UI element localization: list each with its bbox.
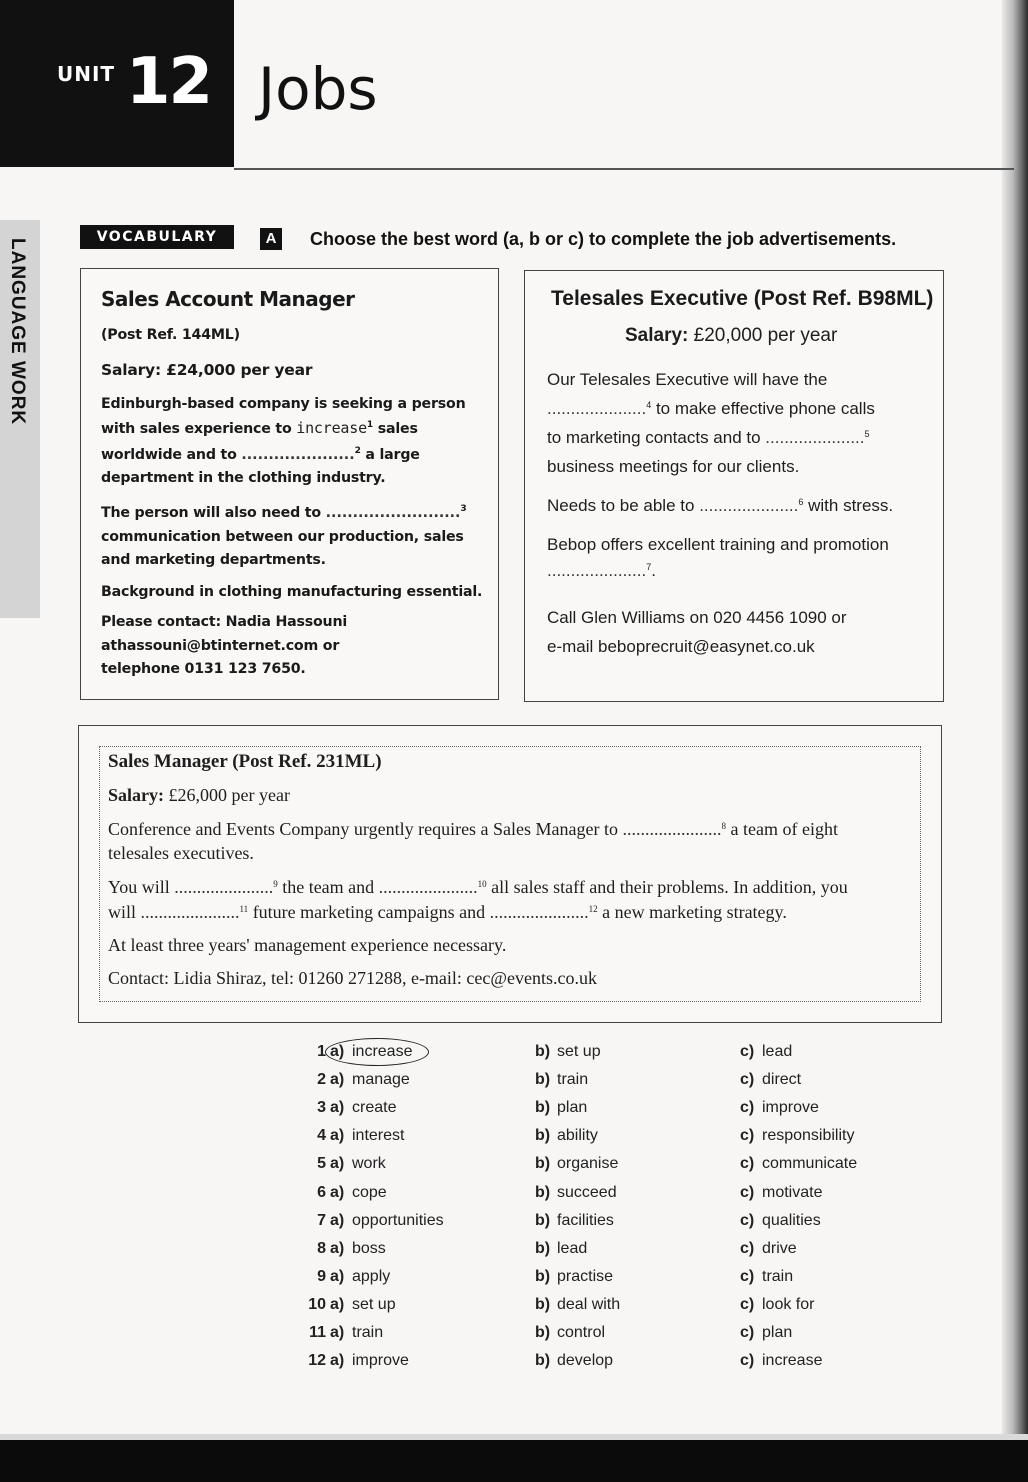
ad-title: Telesales Executive (Post Ref. B98ML) <box>551 287 934 310</box>
gap-3[interactable]: ......................... <box>325 505 461 521</box>
option-word: succeed <box>557 1184 617 1201</box>
ad-text-line <box>108 902 787 923</box>
option-2-a[interactable] <box>300 1071 410 1089</box>
ad-ref: (Post Ref. 144ML) <box>101 327 240 343</box>
salary-label: Salary: <box>108 785 164 805</box>
ad-text-fragment: Needs to be able to <box>547 496 695 515</box>
question-number: 7 <box>317 1212 326 1229</box>
ad-dotted-frame <box>99 746 921 1002</box>
option-7-b[interactable] <box>535 1212 614 1230</box>
option-12-b[interactable] <box>535 1352 613 1370</box>
option-word: train <box>762 1268 794 1285</box>
option-6-c[interactable] <box>740 1184 822 1202</box>
ad-text-fragment: future marketing campaigns and <box>252 902 486 922</box>
page-curl-shadow <box>1002 0 1028 1440</box>
ad-sales-account-manager <box>80 268 499 700</box>
unit-label: UNIT <box>57 62 116 86</box>
question-number: 8 <box>317 1240 326 1257</box>
question-number: 3 <box>317 1099 326 1116</box>
unit-title: Jobs <box>258 55 378 123</box>
gap-number: 9 <box>273 879 278 889</box>
ad-text-fragment: the team and <box>282 877 375 897</box>
ad-text-fragment: a team of eight <box>730 819 838 839</box>
option-6-a[interactable] <box>300 1184 387 1202</box>
option-letter: a) <box>330 1296 345 1313</box>
option-4-b[interactable] <box>535 1127 598 1145</box>
option-letter: c) <box>740 1352 755 1369</box>
gap-number: 10 <box>477 879 487 889</box>
ad-text-fragment: Conference and Events Company urgently requires a Sales Manager to <box>108 819 619 839</box>
salary-value: £20,000 per year <box>693 325 838 346</box>
option-10-a[interactable] <box>300 1296 396 1314</box>
ad-text-fragment: You will <box>108 877 170 897</box>
option-8-c[interactable] <box>740 1240 797 1258</box>
gap-number: 1 <box>366 420 373 430</box>
option-12-c[interactable] <box>740 1352 822 1370</box>
section-letter-badge: A <box>260 228 282 250</box>
option-word: interest <box>352 1127 405 1144</box>
option-letter: c) <box>740 1127 755 1144</box>
option-letter: c) <box>740 1296 755 1313</box>
gap-4[interactable]: ..................... <box>547 399 647 418</box>
option-letter: c) <box>740 1043 755 1060</box>
ad-text-line <box>547 399 875 419</box>
option-1-a[interactable] <box>300 1043 412 1061</box>
option-letter: a) <box>330 1127 345 1144</box>
ad-text-fragment: to make effective phone calls <box>655 399 875 418</box>
ad-contact-email: e-mail beboprecruit@easynet.co.uk <box>547 637 815 656</box>
option-word: work <box>352 1155 386 1172</box>
ad-contact: Contact: Lidia Shiraz, tel: 01260 271288, e-mail: cec@events.co.uk <box>108 968 597 988</box>
gap-number: 5 <box>864 429 870 439</box>
ad-text-line: and marketing departments. <box>101 552 326 568</box>
option-word: create <box>352 1099 397 1116</box>
ad-text-line: communication between our production, sales <box>101 529 464 545</box>
option-letter: b) <box>535 1099 551 1116</box>
gap-number: 11 <box>239 904 249 914</box>
option-11-b[interactable] <box>535 1324 605 1342</box>
option-word: direct <box>762 1071 802 1088</box>
question-number: 6 <box>317 1184 326 1201</box>
question-number: 9 <box>317 1268 326 1285</box>
option-word: motivate <box>762 1184 823 1201</box>
option-4-c[interactable] <box>740 1127 854 1145</box>
option-2-c[interactable] <box>740 1071 801 1089</box>
option-letter: a) <box>330 1155 345 1172</box>
ad-text-line: business meetings for our clients. <box>547 457 800 476</box>
ad-text-line: .....................$^7$. <box>547 561 656 580</box>
option-5-b[interactable] <box>535 1155 618 1173</box>
unit-header-block <box>0 0 234 167</box>
option-word: increase <box>762 1352 823 1369</box>
option-letter: b) <box>535 1268 551 1285</box>
option-letter: b) <box>535 1212 551 1229</box>
option-word: cope <box>352 1184 387 1201</box>
gap-number: 8 <box>721 821 727 831</box>
ad-text-line <box>547 496 893 516</box>
option-letter: b) <box>535 1240 551 1257</box>
ad-title: Sales Manager (Post Ref. 231ML) <box>108 751 382 772</box>
gap-number: 6 <box>798 497 804 507</box>
option-letter: c) <box>740 1324 755 1341</box>
option-word: deal with <box>557 1296 621 1313</box>
gap-8[interactable]: ...................... <box>622 819 722 839</box>
option-word: set up <box>557 1043 601 1060</box>
ad-title: Sales Account Manager <box>101 287 355 311</box>
option-3-c[interactable] <box>740 1099 819 1117</box>
option-letter: a) <box>330 1268 345 1285</box>
option-10-b[interactable] <box>535 1296 620 1314</box>
gap-number: 12 <box>588 904 598 914</box>
exercise-instruction: Choose the best word (a, b or c) to complete the job advertisements. <box>310 229 897 249</box>
option-word: manage <box>352 1071 410 1088</box>
ad-text-line <box>108 877 848 898</box>
option-letter: c) <box>740 1184 755 1201</box>
ad-text-line: Our Telesales Executive will have the <box>547 370 828 389</box>
ad-text-fragment: will <box>108 902 137 922</box>
question-number: 5 <box>317 1155 326 1172</box>
option-11-a[interactable] <box>300 1324 383 1342</box>
option-1-b[interactable] <box>535 1043 601 1061</box>
option-letter: b) <box>535 1127 551 1144</box>
ad-text-line <box>101 505 466 521</box>
option-8-a[interactable] <box>300 1240 386 1258</box>
option-letter: b) <box>535 1296 551 1313</box>
ad-text-fragment: worldwide and to <box>101 447 237 463</box>
option-9-c[interactable] <box>740 1268 793 1286</box>
option-letter: c) <box>740 1071 755 1088</box>
ad-telesales-executive <box>524 270 944 702</box>
ad-text-fragment: all sales staff and their problems. In addition, you <box>491 877 848 897</box>
option-letter: c) <box>740 1268 755 1285</box>
option-letter: c) <box>740 1099 755 1116</box>
ad-contact-phone: telephone 0131 123 7650. <box>101 661 306 677</box>
option-letter: b) <box>535 1071 551 1088</box>
option-7-c[interactable] <box>740 1212 821 1230</box>
option-word: ability <box>557 1127 598 1144</box>
option-letter: c) <box>740 1155 755 1172</box>
ad-text-line: telesales executives. <box>108 843 254 863</box>
option-7-a[interactable] <box>300 1212 444 1230</box>
option-9-a[interactable] <box>300 1268 390 1286</box>
header-divider <box>234 168 1014 170</box>
option-9-b[interactable] <box>535 1268 613 1286</box>
ad-text-line: Edinburgh-based company is seeking a person <box>101 396 466 412</box>
gap-2[interactable]: ..................... <box>241 447 355 463</box>
ad-text-line <box>101 447 420 463</box>
side-tab-label: LANGUAGE WORK <box>7 238 28 426</box>
option-3-a[interactable] <box>300 1099 396 1117</box>
option-word: opportunities <box>352 1212 444 1229</box>
gap-number: 4 <box>646 400 652 410</box>
gap-number: 7 <box>646 562 652 572</box>
option-word: look for <box>762 1296 815 1313</box>
option-12-a[interactable] <box>300 1352 409 1370</box>
vocabulary-tag: VOCABULARY <box>80 225 234 249</box>
ad-text-fragment: to marketing contacts and to <box>547 428 761 447</box>
gap-6[interactable]: ..................... <box>699 496 799 515</box>
option-word: improve <box>762 1099 819 1116</box>
option-letter: b) <box>535 1324 551 1341</box>
gap-7[interactable]: ..................... <box>547 561 647 580</box>
option-word: develop <box>557 1352 614 1369</box>
option-10-c[interactable] <box>740 1296 814 1314</box>
option-letter: b) <box>535 1184 551 1201</box>
gap-10[interactable]: ...................... <box>378 877 478 897</box>
ad-text-line: Background in clothing manufacturing essential. <box>101 584 483 600</box>
question-number: 11 <box>309 1324 326 1341</box>
option-word: lead <box>762 1043 793 1060</box>
salary-label: Salary: <box>625 325 689 346</box>
ad-text-fragment: sales <box>377 421 418 437</box>
option-word: practise <box>557 1268 614 1285</box>
option-letter: c) <box>740 1240 755 1257</box>
option-word: control <box>557 1324 606 1341</box>
option-4-a[interactable] <box>300 1127 404 1145</box>
question-number: 12 <box>308 1352 326 1369</box>
unit-number: 12 <box>126 45 212 119</box>
option-word: increase <box>352 1043 413 1060</box>
option-letter: c) <box>740 1212 755 1229</box>
gap-11[interactable]: ...................... <box>140 902 240 922</box>
option-5-a[interactable] <box>300 1155 386 1173</box>
option-letter: a) <box>330 1212 345 1229</box>
option-word: communicate <box>762 1155 858 1172</box>
ad-text-line <box>101 419 418 437</box>
ad-text-line <box>108 819 838 840</box>
ad-text-fragment: a large <box>365 447 420 463</box>
option-letter: a) <box>330 1324 345 1341</box>
question-number: 1 <box>317 1043 326 1060</box>
ad-contact-phone: Call Glen Williams on 020 4456 1090 or <box>547 608 847 627</box>
gap-9[interactable]: ...................... <box>174 877 274 897</box>
ad-text-fragment: with stress. <box>808 496 894 515</box>
option-5-c[interactable] <box>740 1155 857 1173</box>
option-letter: a) <box>330 1352 345 1369</box>
option-word: facilities <box>557 1212 614 1229</box>
option-word: organise <box>557 1155 619 1172</box>
option-2-b[interactable] <box>535 1071 588 1089</box>
gap-12[interactable]: ...................... <box>489 902 589 922</box>
ad-text-line <box>547 428 870 448</box>
option-1-c[interactable] <box>740 1043 792 1061</box>
option-6-b[interactable] <box>535 1184 617 1202</box>
option-word: responsibility <box>762 1127 855 1144</box>
ad-text-line: Bebop offers excellent training and promotion <box>547 535 889 554</box>
ad-text-line: department in the clothing industry. <box>101 470 386 486</box>
option-word: plan <box>762 1324 793 1341</box>
question-number: 2 <box>317 1071 326 1088</box>
option-word: train <box>352 1324 384 1341</box>
salary-value: £26,000 per year <box>168 785 290 805</box>
handwritten-answer-1[interactable]: increase <box>296 419 367 437</box>
option-letter: a) <box>330 1043 345 1060</box>
option-word: drive <box>762 1240 797 1257</box>
ad-text-fragment: with sales experience to <box>101 421 292 437</box>
option-letter: a) <box>330 1240 345 1257</box>
option-8-b[interactable] <box>535 1240 587 1258</box>
option-11-c[interactable] <box>740 1324 792 1342</box>
option-word: train <box>557 1071 589 1088</box>
option-word: boss <box>352 1240 386 1257</box>
ad-sales-manager <box>78 725 942 1023</box>
question-number: 10 <box>308 1296 326 1313</box>
ad-salary <box>625 325 837 347</box>
question-number: 4 <box>317 1127 326 1144</box>
ad-contact-email: athassouni@btinternet.com or <box>101 638 340 654</box>
option-word: improve <box>352 1352 409 1369</box>
option-word: apply <box>352 1268 391 1285</box>
option-letter: a) <box>330 1184 345 1201</box>
ad-salary: Salary: £24,000 per year <box>101 361 313 379</box>
option-word: set up <box>352 1296 396 1313</box>
option-word: plan <box>557 1099 588 1116</box>
gap-number: 2 <box>354 446 361 456</box>
ad-text-line: At least three years' management experience necessary. <box>108 935 507 955</box>
ad-contact-name: Please contact: Nadia Hassouni <box>101 614 348 630</box>
option-letter: b) <box>535 1043 551 1060</box>
option-3-b[interactable] <box>535 1099 587 1117</box>
ad-text-fragment: The person will also need to <box>101 505 321 521</box>
option-letter: a) <box>330 1099 345 1116</box>
option-word: lead <box>557 1240 588 1257</box>
option-letter: a) <box>330 1071 345 1088</box>
gap-5[interactable]: ..................... <box>765 428 865 447</box>
ad-text-fragment: a new marketing strategy. <box>602 902 787 922</box>
ad-salary <box>108 785 290 806</box>
gap-number: 3 <box>460 504 467 514</box>
option-letter: b) <box>535 1352 551 1369</box>
page-bottom-edge <box>0 1434 1028 1440</box>
option-word: qualities <box>762 1212 821 1229</box>
option-letter: b) <box>535 1155 551 1172</box>
